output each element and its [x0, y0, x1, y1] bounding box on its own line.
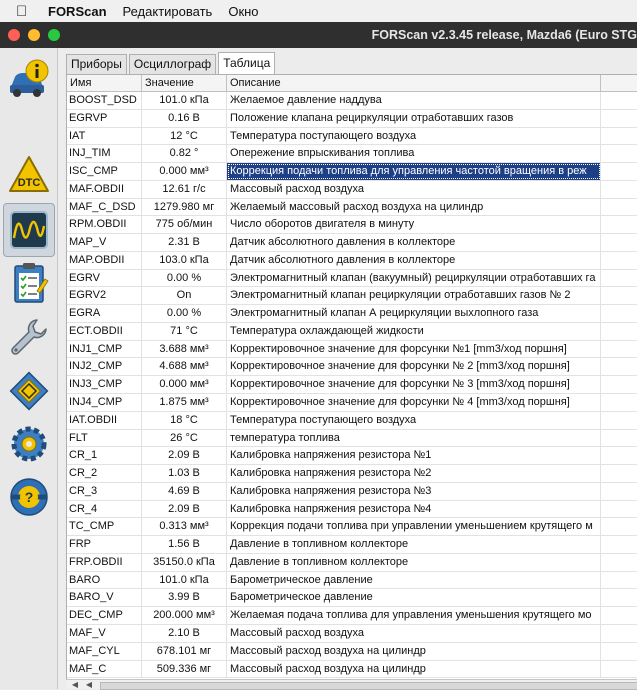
cell-description: Калибровка напряжения резистора №4 — [227, 501, 601, 518]
cell-description: Электромагнитный клапан (вакуумный) рециркуляции отработавших га — [227, 270, 601, 287]
cell-description: Массовый расход воздуха на цилиндр — [227, 643, 601, 660]
menu-edit[interactable]: Редактировать — [122, 3, 213, 19]
cell-description: Барометрическое давление — [227, 572, 601, 589]
cell-description: Коррекция подачи топлива для управления частотой вращения в реж — [227, 163, 601, 180]
table-row[interactable] — [67, 661, 637, 679]
table-row[interactable] — [67, 518, 637, 536]
zoom-window-button[interactable] — [48, 29, 60, 41]
table-row[interactable] — [67, 305, 637, 323]
oscilloscope-icon — [7, 208, 51, 252]
cell-value: 0.313 мм³ — [142, 518, 227, 535]
macos-menubar — [0, 0, 637, 22]
cell-value: 775 об/мин — [142, 216, 227, 233]
cell-name: TC_CMP — [67, 518, 142, 535]
cell-name: MAF_V — [67, 625, 142, 642]
cell-name: MAF_CYL — [67, 643, 142, 660]
cell-description: Массовый расход воздуха — [227, 181, 601, 198]
help-icon — [7, 475, 51, 519]
cell-name: MAF_C — [67, 661, 142, 678]
table-row[interactable] — [67, 643, 637, 661]
cell-name: EGRV2 — [67, 287, 142, 304]
cell-description: Коррекция подачи топлива при управлении уменьшением крутящего м — [227, 518, 601, 535]
table-row[interactable] — [67, 554, 637, 572]
cell-name: CR_1 — [67, 447, 142, 464]
table-row[interactable] — [67, 181, 637, 199]
cell-description: Температура поступающего воздуха — [227, 412, 601, 429]
tab-table[interactable]: Таблица — [218, 52, 275, 74]
cell-description: Датчик абсолютного давления в коллекторе — [227, 252, 601, 269]
table-row[interactable] — [67, 145, 637, 163]
tab-gauges[interactable]: Приборы — [66, 54, 127, 74]
cell-value: On — [142, 287, 227, 304]
cell-description: Число оборотов двигателя в минуту — [227, 216, 601, 233]
table-row[interactable] — [67, 341, 637, 359]
cell-value: 4.69 В — [142, 483, 227, 500]
sidebar-service-button[interactable] — [3, 310, 55, 364]
cell-name: INJ2_CMP — [67, 358, 142, 375]
table-body — [67, 92, 637, 678]
cell-name: MAF.OBDII — [67, 181, 142, 198]
cell-name: MAP_V — [67, 234, 142, 251]
cell-description: Датчик абсолютного давления в коллекторе — [227, 234, 601, 251]
vehicle-info-icon — [7, 57, 51, 101]
cell-value: 3.99 В — [142, 589, 227, 606]
table-row[interactable] — [67, 252, 637, 270]
cell-value: 4.688 мм³ — [142, 358, 227, 375]
cell-value: 103.0 кПа — [142, 252, 227, 269]
cell-name: INJ4_CMP — [67, 394, 142, 411]
table-row[interactable] — [67, 607, 637, 625]
cell-description: Температура охлаждающей жидкости — [227, 323, 601, 340]
apple-logo-icon[interactable] — [16, 3, 30, 20]
cell-value: 1.56 В — [142, 536, 227, 553]
cell-description: Корректировочное значение для форсунки №1 [mm3/ход поршня] — [227, 341, 601, 358]
cell-description: Желаемая подача топлива для управления уменьшения крутящего мо — [227, 607, 601, 624]
cell-description: Калибровка напряжения резистора №1 — [227, 447, 601, 464]
app-menu[interactable]: FORScan — [48, 3, 107, 19]
pid-table — [66, 74, 637, 679]
cell-value: 0.00 % — [142, 305, 227, 322]
svg-text:DTC: DTC — [17, 177, 41, 189]
cell-value: 1.875 мм³ — [142, 394, 227, 411]
cell-value: 1279.980 мг — [142, 199, 227, 216]
cell-description: Корректировочное значение для форсунки № 2 [mm3/ход поршня] — [227, 358, 601, 375]
cell-name: CR_4 — [67, 501, 142, 518]
table-row[interactable] — [67, 589, 637, 607]
cell-name: EGRV — [67, 270, 142, 287]
cell-name: BARO_V — [67, 589, 142, 606]
table-row[interactable] — [67, 465, 637, 483]
sidebar-settings-button[interactable] — [3, 417, 55, 471]
cell-value: 0.00 % — [142, 270, 227, 287]
checklist-icon — [7, 261, 51, 305]
cell-description: Массовый расход воздуха — [227, 625, 601, 642]
cell-description: Барометрическое давление — [227, 589, 601, 606]
sidebar-vehicle-info-button[interactable] — [3, 52, 55, 106]
cell-description: Массовый расход воздуха на цилиндр — [227, 661, 601, 678]
cell-description: Калибровка напряжения резистора №2 — [227, 465, 601, 482]
dtc-icon — [7, 153, 51, 197]
sidebar — [0, 48, 58, 689]
scroll-page-left-icon[interactable]: ◀ — [85, 680, 93, 689]
table-row[interactable] — [67, 92, 637, 110]
table-row[interactable] — [67, 501, 637, 519]
cell-value: 1.03 В — [142, 465, 227, 482]
cell-value: 0.000 мм³ — [142, 163, 227, 180]
table-row[interactable] — [67, 430, 637, 448]
horizontal-scrollbar[interactable] — [66, 679, 637, 689]
window-titlebar — [0, 22, 637, 48]
cell-name: BOOST_DSD — [67, 92, 142, 109]
column-header-name[interactable]: Имя — [67, 75, 142, 91]
table-row[interactable] — [67, 287, 637, 305]
cell-value: 2.10 В — [142, 625, 227, 642]
cell-description: Электромагнитный клапан рециркуляции отработавших газов № 2 — [227, 287, 601, 304]
cell-name: IAT — [67, 128, 142, 145]
view-tabs — [66, 52, 277, 74]
table-row[interactable] — [67, 412, 637, 430]
cell-description: Желаемый массовый расход воздуха на цилиндр — [227, 199, 601, 216]
cell-name: CR_3 — [67, 483, 142, 500]
cell-name: MAF_C_DSD — [67, 199, 142, 216]
column-header-value[interactable]: Значение — [142, 75, 227, 91]
sidebar-dtc-button[interactable] — [3, 148, 55, 202]
table-row[interactable] — [67, 270, 637, 288]
cell-description: температура топлива — [227, 430, 601, 447]
wrench-icon — [7, 315, 51, 359]
table-row[interactable] — [67, 376, 637, 394]
cell-value: 26 °C — [142, 430, 227, 447]
column-header-description[interactable]: Описание — [227, 75, 601, 91]
svg-text:?: ? — [24, 489, 34, 505]
cell-description: Желаемое давление наддува — [227, 92, 601, 109]
cell-name: FRP.OBDII — [67, 554, 142, 571]
table-row[interactable] — [67, 625, 637, 643]
cell-value: 0.000 мм³ — [142, 376, 227, 393]
cell-value: 509.336 мг — [142, 661, 227, 678]
table-row[interactable] — [67, 394, 637, 412]
cell-name: CR_2 — [67, 465, 142, 482]
cell-description: Давление в топливном коллекторе — [227, 554, 601, 571]
settings-gear-icon — [7, 422, 51, 466]
cell-name: MAP.OBDII — [67, 252, 142, 269]
cell-value: 2.31 В — [142, 234, 227, 251]
sidebar-module-config-button[interactable] — [3, 364, 55, 418]
cell-name: IAT.OBDII — [67, 412, 142, 429]
sidebar-checklist-button[interactable] — [3, 256, 55, 310]
tab-oscilloscope[interactable]: Осциллограф — [129, 54, 216, 74]
cell-description: Корректировочное значение для форсунки № 3 [mm3/ход поршня] — [227, 376, 601, 393]
menu-window[interactable]: Окно — [228, 3, 259, 19]
cell-value: 200.000 мм³ — [142, 607, 227, 624]
table-row[interactable] — [67, 128, 637, 146]
cell-value: 101.0 кПа — [142, 572, 227, 589]
cell-value: 101.0 кПа — [142, 92, 227, 109]
cell-value: 71 °C — [142, 323, 227, 340]
table-row[interactable] — [67, 572, 637, 590]
close-window-button[interactable] — [8, 29, 20, 41]
cell-value: 18 °C — [142, 412, 227, 429]
cell-value: 12.61 г/с — [142, 181, 227, 198]
cell-name: INJ_TIM — [67, 145, 142, 162]
cell-description: Электромагнитный клапан А рециркуляции выхлопного газа — [227, 305, 601, 322]
cell-name: FLT — [67, 430, 142, 447]
table-row[interactable] — [67, 234, 637, 252]
cell-name: INJ1_CMP — [67, 341, 142, 358]
cell-value: 35150.0 кПа — [142, 554, 227, 571]
table-row[interactable] — [67, 447, 637, 465]
cell-description: Калибровка напряжения резистора №3 — [227, 483, 601, 500]
table-row[interactable] — [67, 536, 637, 554]
table-header — [67, 75, 637, 92]
table-row[interactable] — [67, 358, 637, 376]
cell-name: BARO — [67, 572, 142, 589]
table-row[interactable] — [67, 110, 637, 128]
cell-description: Корректировочное значение для форсунки № 4 [mm3/ход поршня] — [227, 394, 601, 411]
table-row[interactable] — [67, 216, 637, 234]
cell-name: DEC_CMP — [67, 607, 142, 624]
sidebar-oscilloscope-button[interactable] — [3, 203, 55, 257]
cell-description: Опережение впрыскивания топлива — [227, 145, 601, 162]
cell-value: 678.101 мг — [142, 643, 227, 660]
cell-name: EGRVP — [67, 110, 142, 127]
minimize-window-button[interactable] — [28, 29, 40, 41]
cell-value: 0.16 В — [142, 110, 227, 127]
scroll-left-icon[interactable]: ◀ — [71, 680, 79, 689]
cell-value: 3.688 мм³ — [142, 341, 227, 358]
chip-module-icon — [7, 369, 51, 413]
cell-name: RPM.OBDII — [67, 216, 142, 233]
cell-description: Положение клапана рециркуляции отработавших газов — [227, 110, 601, 127]
cell-name: EGRA — [67, 305, 142, 322]
cell-value: 2.09 В — [142, 501, 227, 518]
cell-description: Давление в топливном коллекторе — [227, 536, 601, 553]
table-row[interactable] — [67, 163, 637, 181]
cell-name: ECT.OBDII — [67, 323, 142, 340]
cell-name: INJ3_CMP — [67, 376, 142, 393]
cell-description: Температура поступающего воздуха — [227, 128, 601, 145]
table-row[interactable] — [67, 199, 637, 217]
cell-name: ISC_CMP — [67, 163, 142, 180]
cell-name: FRP — [67, 536, 142, 553]
cell-value: 0.82 ° — [142, 145, 227, 162]
cell-value: 12 °C — [142, 128, 227, 145]
table-row[interactable] — [67, 323, 637, 341]
window-title: FORScan v2.3.45 release, Mazda6 (Euro STG — [371, 28, 637, 42]
cell-value: 2.09 В — [142, 447, 227, 464]
sidebar-help-button[interactable] — [3, 470, 55, 524]
table-row[interactable] — [67, 483, 637, 501]
